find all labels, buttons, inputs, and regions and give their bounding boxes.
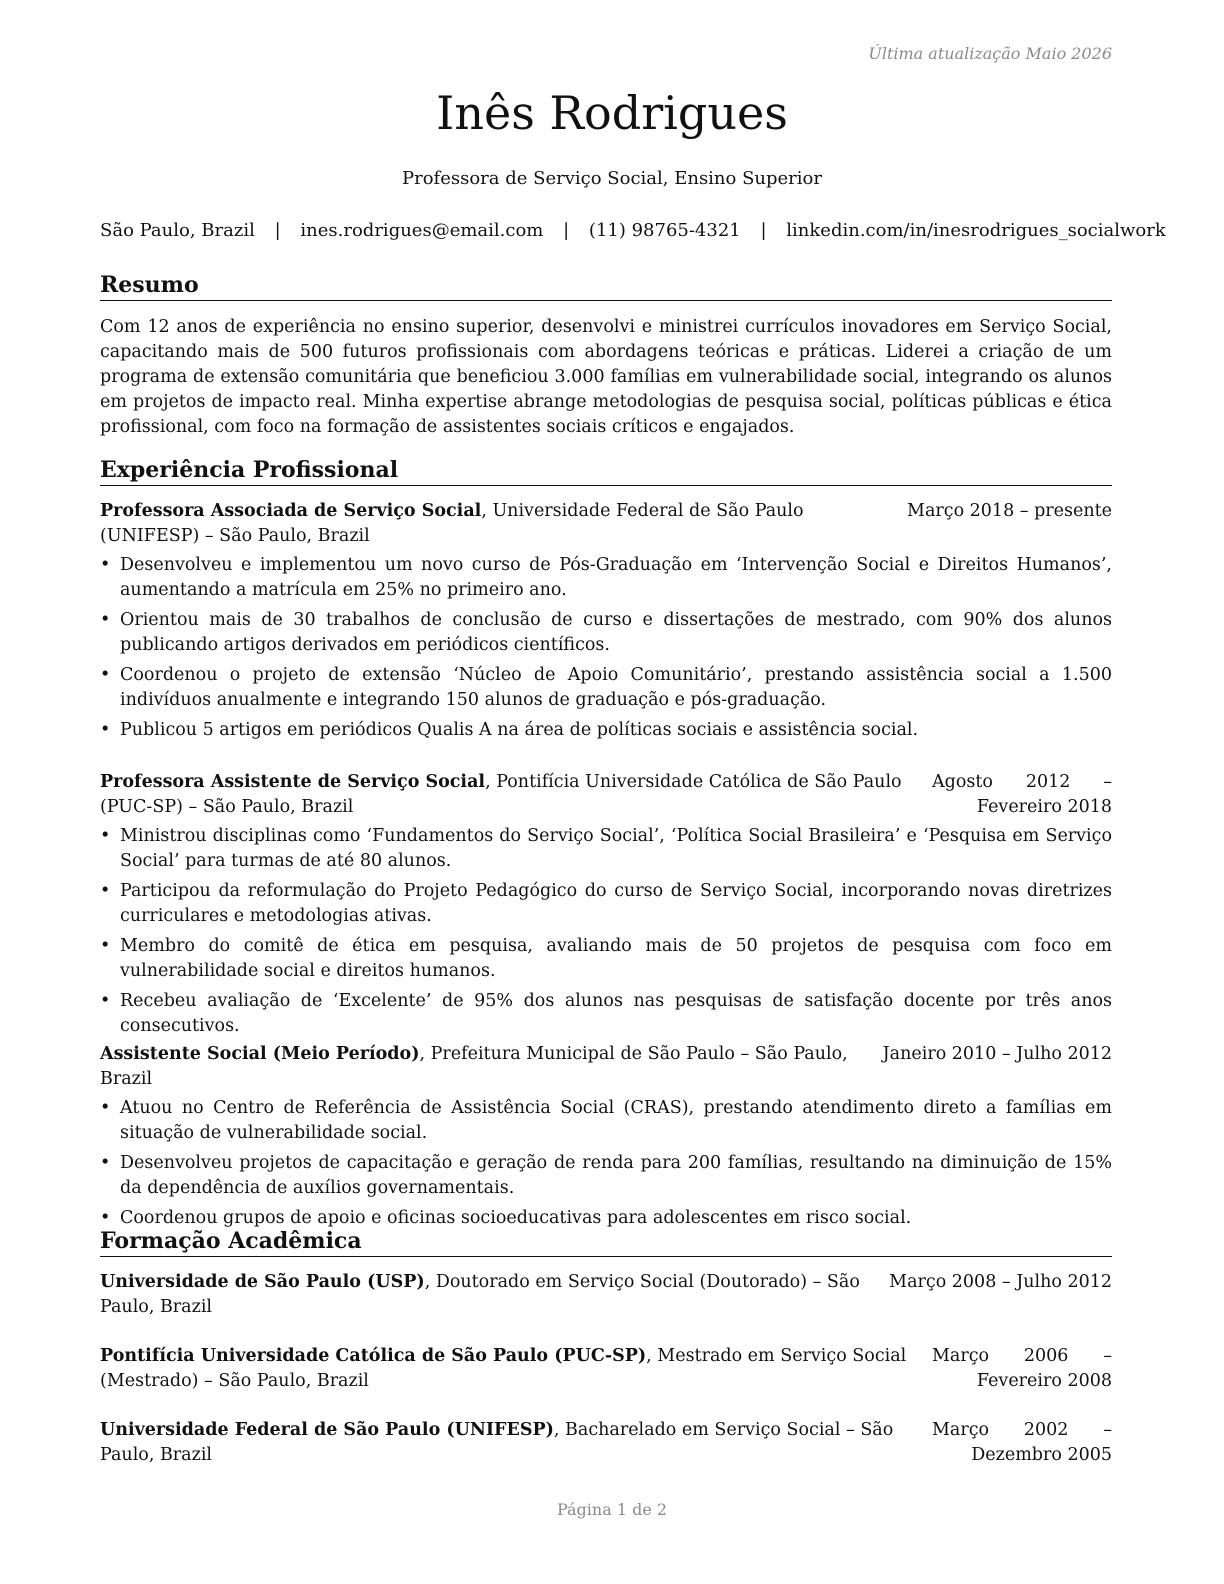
job-bullets: [100, 1096, 1112, 1231]
job-dates: Janeiro 2010 – Julho 2012: [882, 1044, 1112, 1064]
job-role: Assistente Social (Meio Período): [100, 1044, 420, 1064]
education-school: Universidade de São Paulo (USP): [100, 1272, 425, 1292]
job-title-line: [100, 1042, 883, 1092]
job-entry: [100, 1042, 1112, 1236]
education-title-line: [100, 1344, 932, 1394]
list-item: • Coordenou o projeto de extensão ‘Núcleo de Apoio Comunitário’, prestando assistência social a 1.500 indivíduos anualmente e integrando 150 alunos de graduação e pós-graduação.: [120, 663, 1112, 713]
education-title-line: [100, 1270, 889, 1320]
job-dates: Agosto 2012 – Fevereiro 2018: [932, 772, 1112, 817]
education-dates: Março 2008 – Julho 2012: [889, 1272, 1112, 1292]
job-org: , Prefeitura Municipal de São Paulo – São Paulo, Brazil: [100, 1044, 848, 1089]
section-title-education: Formação Acadêmica: [100, 1227, 1112, 1257]
list-item: • Publicou 5 artigos em periódicos Qualis A na área de políticas sociais e assistência social.: [120, 718, 1112, 743]
summary-text: Com 12 anos de experiência no ensino superior, desenvolvi e ministrei currículos inovadores em Serviço Social, capacitando mais de 500 futuros profissionais com abordagens teóricas e práticas. Liderei a criação de um programa de extensão comunitária que beneficiou 3.000 famílias em vulnerabilidade social, integrando os alunos em projetos de impacto real. Minha expertise abrange metodologias de pesquisa social, políticas públicas e ética profissional, com foco na formação de assistentes sociais críticos e engajados.: [100, 317, 1112, 437]
job-role: Professora Associada de Serviço Social: [100, 501, 482, 521]
job-title-line: [100, 499, 907, 549]
job-org: , Universidade Federal de São Paulo (UNIFESP) – São Paulo, Brazil: [100, 501, 804, 546]
education-entry: [100, 1270, 1112, 1320]
education-header: [100, 1344, 1112, 1394]
list-item: • Desenvolveu projetos de capacitação e geração de renda para 200 famílias, resultando na diminuição de 15% da dependência de auxílios governamentais.: [120, 1151, 1112, 1201]
candidate-name: Inês Rodrigues: [436, 86, 788, 140]
last-updated: Última atualização Maio 2026: [868, 44, 1112, 63]
list-item: • Ministrou disciplinas como ‘Fundamentos do Serviço Social’, ‘Política Social Brasileira’ e ‘Pesquisa em Serviço Social’ para turmas de até 80 alunos.: [120, 824, 1112, 874]
job-bullets: [100, 553, 1112, 743]
contact-separator: |: [274, 220, 281, 241]
list-item: • Atuou no Centro de Referência de Assistência Social (CRAS), prestando atendimento direto a famílias em situação de vulnerabilidade social.: [120, 1096, 1112, 1146]
page-number: Página 1 de 2: [556, 1500, 668, 1519]
education-header: [100, 1270, 1112, 1320]
contact-line: [100, 220, 1166, 241]
list-item: • Desenvolveu e implementou um novo curso de Pós-Graduação em ‘Intervenção Social e Direitos Humanos’, aumentando a matrícula em 25% no primeiro ano.: [120, 553, 1112, 603]
list-item: • Recebeu avaliação de ‘Excelente’ de 95% dos alunos nas pesquisas de satisfação docente por três anos consecutivos.: [120, 989, 1112, 1039]
job-role: Professora Assistente de Serviço Social: [100, 772, 486, 792]
education-dates: Março 2002 – Dezembro 2005: [932, 1420, 1112, 1465]
education-dates: Março 2006 – Fevereiro 2008: [932, 1346, 1112, 1391]
list-item: • Participou da reformulação do Projeto Pedagógico do curso de Serviço Social, incorporando novas diretrizes curriculares e metodologias ativas.: [120, 879, 1112, 929]
list-item: • Orientou mais de 30 trabalhos de conclusão de curso e dissertações de mestrado, com 90% dos alunos publicando artigos derivados em periódicos científicos.: [120, 608, 1112, 658]
section-title-summary: Resumo: [100, 271, 1112, 301]
job-title-line: [100, 770, 932, 820]
job-entry: [100, 499, 1112, 748]
education-title-line: [100, 1418, 932, 1468]
education-detail: , Bacharelado em Serviço Social – São Paulo, Brazil: [100, 1420, 894, 1465]
education-school: Universidade Federal de São Paulo (UNIFESP): [100, 1420, 554, 1440]
job-header: [100, 1042, 1112, 1092]
job-entry: [100, 770, 1112, 1044]
job-dates: Março 2018 – presente: [907, 501, 1112, 521]
headline: Professora de Serviço Social, Ensino Superior: [401, 168, 822, 189]
contact-email[interactable]: ines.rodrigues@email.com: [300, 220, 544, 241]
list-item: • Membro do comitê de ética em pesquisa, avaliando mais de 50 projetos de pesquisa com foco em vulnerabilidade social e direitos humanos.: [120, 934, 1112, 984]
education-entry: [100, 1344, 1112, 1394]
contact-linkedin[interactable]: linkedin.com/in/inesrodrigues_socialwork: [786, 220, 1166, 241]
contact-phone[interactable]: (11) 98765-4321: [588, 220, 741, 241]
list-item: • Coordenou grupos de apoio e oficinas socioeducativas para adolescentes em risco social.: [120, 1206, 1112, 1231]
contact-separator: |: [760, 220, 767, 241]
contact-separator: |: [563, 220, 570, 241]
education-entry: [100, 1418, 1112, 1468]
job-org: , Pontifícia Universidade Católica de São Paulo (PUC-SP) – São Paulo, Brazil: [100, 772, 902, 817]
education-header: [100, 1418, 1112, 1468]
education-detail: , Mestrado em Serviço Social (Mestrado) – São Paulo, Brazil: [100, 1346, 907, 1391]
job-header: [100, 770, 1112, 820]
section-title-experience: Experiência Profissional: [100, 456, 1112, 486]
education-detail: , Doutorado em Serviço Social (Doutorado) – São Paulo, Brazil: [100, 1272, 860, 1317]
job-header: [100, 499, 1112, 549]
contact-location: São Paulo, Brazil: [100, 220, 255, 241]
job-bullets: [100, 824, 1112, 1039]
education-school: Pontifícia Universidade Católica de São Paulo (PUC-SP): [100, 1346, 647, 1366]
